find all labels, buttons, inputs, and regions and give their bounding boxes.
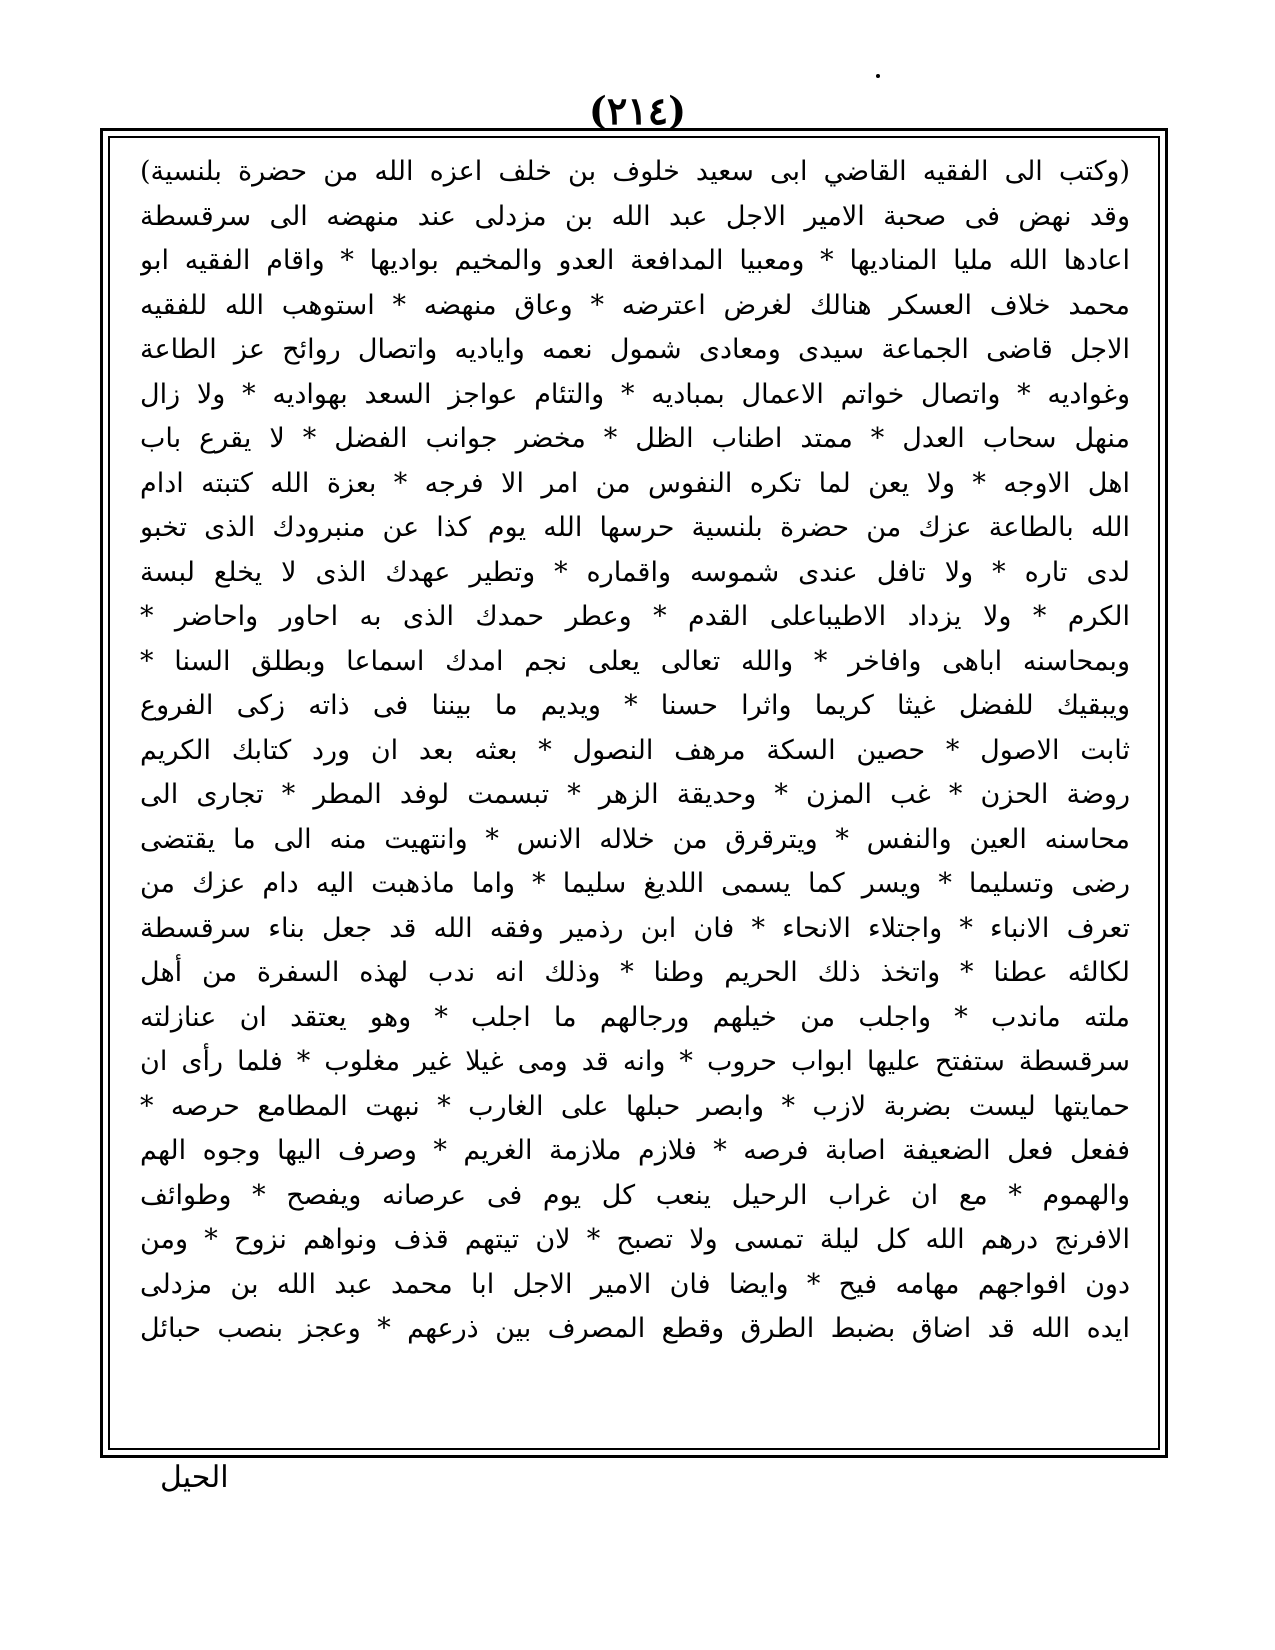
text-line: اهل الاوجه * ولا يعن لما تكره النفوس من امر الا فرجه * بعزة الله كتبته ادام xyxy=(140,467,1130,499)
text-line: تعرف الانباء * واجتلاء الانحاء * فان ابن رذمير وفقه الله قد جعل بناء سرقسطة xyxy=(140,912,1130,944)
page-number: (٢١٤) xyxy=(588,88,687,133)
text-line: لكالئه عطنا * واتخذ ذلك الحريم وطنا * وذلك انه ندب لهذه السفرة من أهل xyxy=(140,957,1130,988)
text-line: الكرم * ولا يزداد الاطيباعلى القدم * وعطر حمدك الذى به احاور واحاضر * xyxy=(140,601,1130,632)
text-line: الاجل قاضى الجماعة سيدى ومعادى شمول نعمه واياديه واتصال روائح عز الطاعة xyxy=(140,334,1130,365)
text-line: الله بالطاعة عزك من حضرة بلنسية حرسها الله يوم كذا عن منبرودك الذى تخبو xyxy=(140,512,1130,543)
text-line: حمايتها ليست بضربة لازب * وابصر حبلها على الغارب * نبهت المطامع حرصه * xyxy=(140,1090,1130,1122)
text-line: اعادها الله مليا المناديها * ومعبيا المدافعة العدو والمخيم بواديها * واقام الفقيه ابو xyxy=(140,245,1130,276)
text-line: دون افواجهم مهامه فيح * وايضا فان الامير الاجل ابا محمد عبد الله بن مزدلى xyxy=(140,1268,1130,1300)
text-line: والهموم * مع ان غراب الرحيل ينعب كل يوم فى عرصانه ويفصح * وطوائف xyxy=(140,1179,1130,1211)
ink-speck xyxy=(876,74,880,78)
text-line: (وكتب الى الفقيه القاضي ابى سعيد خلوف بن خلف اعزه الله من حضرة بلنسية) xyxy=(140,156,1130,187)
text-line: الافرنج درهم الله كل ليلة تمسى ولا تصبح * لان تيتهم قذف ونواهم نزوح * ومن xyxy=(140,1224,1130,1255)
text-line: روضة الحزن * غب المزن * وحديقة الزهر * تبسمت لوفد المطر * تجارى الى xyxy=(140,779,1130,810)
text-line: سرقسطة ستفتح عليها ابواب حروب * وانه قد ومى غيلا غير مغلوب * فلما رأى ان xyxy=(140,1046,1130,1077)
text-line: ففعل فعل الضعيفة اصابة فرصه * فلازم ملازمة الغريم * وصرف اليها وجوه الهم xyxy=(140,1135,1130,1166)
text-line: لدى تاره * ولا تافل عندى شموسه واقماره * وتطير عهدك الذى لا يخلع لبسة xyxy=(140,556,1130,588)
text-line: ملته ماندب * واجلب من خيلهم ورجالهم ما اجلب * وهو يعتقد ان عنازلته xyxy=(140,1001,1130,1033)
text-line: محاسنه العين والنفس * ويترقرق من خلاله الانس * وانتهيت منه الى ما يقتضى xyxy=(140,823,1130,855)
text-line: محمد خلاف العسكر هنالك لغرض اعترضه * وعاق منهضه * استوهب الله للفقيه xyxy=(140,289,1130,321)
text-line: وبمحاسنه اباهى وافاخر * والله تعالى يعلى نجم امدك اسماعا وبطلق السنا * xyxy=(140,645,1130,677)
text-line: ايده الله قد اضاق بضبط الطرق وقطع المصرف بين ذرعهم * وعجز بنصب حبائل xyxy=(140,1313,1130,1344)
text-line: ثابت الاصول * حصين السكة مرهف النصول * بعثه بعد ان ورد كتابك الكريم xyxy=(140,734,1130,766)
text-line: وقد نهض فى صحبة الامير الاجل عبد الله بن مزدلى عند منهضه الى سرقسطة xyxy=(140,200,1130,232)
text-line: رضى وتسليما * ويسر كما يسمى اللديغ سليما * واما ماذهبت اليه دام عزك من xyxy=(140,868,1130,899)
text-line: ويبقيك للفضل غيثا كريما واثرا حسنا * ويديم ما بيننا فى ذاته زكى الفروع xyxy=(140,690,1130,721)
text-line: منهل سحاب العدل * ممتد اطناب الظل * مخضر جوانب الفضل * لا يقرع باب xyxy=(140,423,1130,454)
main-text-block xyxy=(140,150,1130,1445)
catchword: الحيل xyxy=(160,1460,229,1495)
text-line: وغواديه * واتصال خواتم الاعمال بمباديه * والتئام عواجز السعد بهواديه * ولا زال xyxy=(140,378,1130,410)
